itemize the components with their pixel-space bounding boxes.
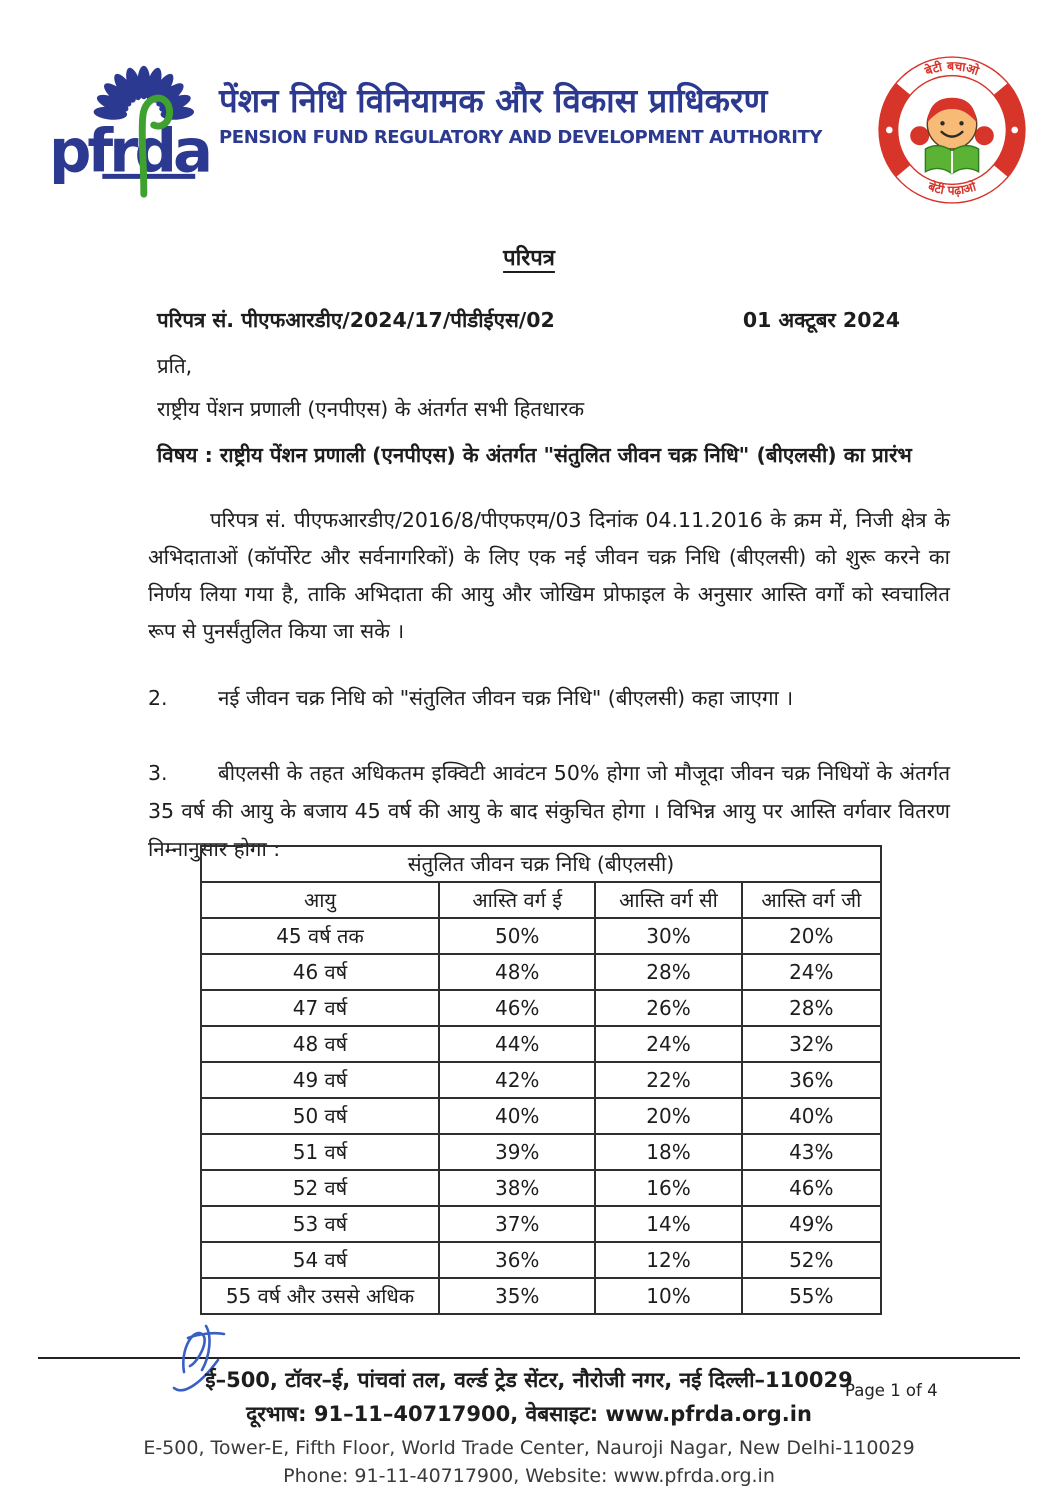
asset-e-cell: 35% [439,1278,595,1314]
asset-c-cell: 14% [595,1206,741,1242]
age-cell: 52 वर्ष [201,1170,439,1206]
footer-phone-hindi: दूरभाष: 91–11–40717900, वेबसाइट: www.pfrda.org.in [246,1402,812,1426]
footer-address-english: E-500, Tower-E, Fifth Floor, World Trade Center, Nauroji Nagar, New Delhi-110029 [143,1437,915,1459]
reference-row [157,306,900,334]
table-row [201,990,881,1026]
asset-c-cell: 28% [595,954,741,990]
column-header-asset-g: आस्ति वर्ग जी [742,882,881,918]
table-row [201,1206,881,1242]
subject-line: विषय : राष्ट्रीय पेंशन प्रणाली (एनपीएस) के अंतर्गत "संतुलित जीवन चक्र निधि" (बीएलसी) का प्रारंभ [157,443,912,467]
asset-e-cell: 40% [439,1098,595,1134]
footer-address-hindi: ई–500, टॉवर–ई, पांचवां तल, वर्ल्ड ट्रेड सेंटर, नौरोजी नगर, नई दिल्ली–110029 [205,1368,853,1392]
table-header-row [201,882,881,918]
asset-c-cell: 10% [595,1278,741,1314]
asset-e-cell: 38% [439,1170,595,1206]
asset-g-cell: 52% [742,1242,881,1278]
allocation-table [200,845,882,1315]
asset-e-cell: 42% [439,1062,595,1098]
asset-c-cell: 22% [595,1062,741,1098]
table-title: संतुलित जीवन चक्र निधि (बीएलसी) [201,846,881,882]
salutation: प्रति, [157,354,193,378]
paragraph-1: परिपत्र सं. पीएफआरडीए/2016/8/पीएफएम/03 दिनांक 04.11.2016 के क्रम में, निजी क्षेत्र के अभिदाताओं (कॉर्पोरेट और सर्वनागरिकों) के लिए एक नई जीवन चक्र निधि (बीएलसी) को शुरू करने का निर्णय लिया गया है, ताकि अभिदाता की आयु और जोखिम प्रोफाइल के अनुसार आस्ति वर्गों को स्वचालित रूप से पुनर्संतुलित किया जा सके । [148,507,950,643]
paragraph-2 [148,680,950,717]
paragraph-3-text: बीएलसी के तहत अधिकतम इक्विटी आवंटन 50% होगा जो मौजूदा जीवन चक्र निधियों के अंतर्गत 35 वर्ष की आयु के बजाय 45 वर्ष की आयु के बाद संकुचित होगा । विभिन्न आयु पर आस्ति वर्गवार वितरण निम्नानुसार होगा : [148,760,950,861]
asset-e-cell: 37% [439,1206,595,1242]
age-cell: 48 वर्ष [201,1026,439,1062]
asset-g-cell: 32% [742,1026,881,1062]
asset-c-cell: 18% [595,1134,741,1170]
asset-g-cell: 20% [742,918,881,954]
asset-c-cell: 16% [595,1170,741,1206]
paragraph-2-text: नई जीवन चक्र निधि को "संतुलित जीवन चक्र निधि" (बीएलसी) कहा जाएगा । [218,685,794,710]
table-row [201,954,881,990]
asset-c-cell: 20% [595,1098,741,1134]
age-cell: 49 वर्ष [201,1062,439,1098]
page-number-label: Page 1 of 4 [845,1381,938,1400]
asset-c-cell: 26% [595,990,741,1026]
age-cell: 45 वर्ष तक [201,918,439,954]
table-row [201,1170,881,1206]
beti-bachao-beti-padhao-logo [876,54,1028,206]
asset-g-cell: 24% [742,954,881,990]
asset-e-cell: 48% [439,954,595,990]
asset-e-cell: 46% [439,990,595,1026]
allocation-table-body [201,918,881,1314]
asset-e-cell: 39% [439,1134,595,1170]
age-cell: 55 वर्ष और उससे अधिक [201,1278,439,1314]
asset-g-cell: 36% [742,1062,881,1098]
table-row [201,1134,881,1170]
column-header-asset-e: आस्ति वर्ग ई [439,882,595,918]
table-row [201,1242,881,1278]
asset-c-cell: 12% [595,1242,741,1278]
age-cell: 53 वर्ष [201,1206,439,1242]
org-names [219,50,822,148]
circular-number: परिपत्र सं. पीएफआरडीए/2024/17/पीडीईएस/02 [157,308,555,332]
table-row [201,1062,881,1098]
age-cell: 47 वर्ष [201,990,439,1026]
table-row [201,918,881,954]
circular-date: 01 अक्टूबर 2024 [742,308,900,332]
asset-g-cell: 43% [742,1134,881,1170]
bbbp-bottom-text: बेटी पढ़ाओ [926,179,978,198]
age-cell: 51 वर्ष [201,1134,439,1170]
column-header-age: आयु [201,882,439,918]
bbbp-top-text: बेटी बचाओ [922,59,981,79]
age-cell: 54 वर्ष [201,1242,439,1278]
bbbp-girl-icon [910,98,994,174]
asset-c-cell: 24% [595,1026,741,1062]
table-row [201,1278,881,1314]
age-cell: 46 वर्ष [201,954,439,990]
asset-e-cell: 50% [439,918,595,954]
table-row [201,1098,881,1134]
asset-g-cell: 49% [742,1206,881,1242]
document-title: परिपत्र [503,246,555,271]
letterhead [45,50,1028,206]
asset-e-cell: 44% [439,1026,595,1062]
paragraph-3-number: 3. [148,760,168,785]
asset-g-cell: 46% [742,1170,881,1206]
asset-c-cell: 30% [595,918,741,954]
pfrda-logo-wordmark: pfrda [48,116,210,186]
column-header-asset-c: आस्ति वर्ग सी [595,882,741,918]
table-row [201,1026,881,1062]
table-title-row [201,846,881,882]
org-name-hindi: पेंशन निधि विनियामक और विकास प्राधिकरण [219,81,768,120]
allocation-table-head [201,846,881,918]
asset-e-cell: 36% [439,1242,595,1278]
asset-g-cell: 40% [742,1098,881,1134]
asset-g-cell: 55% [742,1278,881,1314]
asset-g-cell: 28% [742,990,881,1026]
org-name-english: PENSION FUND REGULATORY AND DEVELOPMENT AUTHORITY [219,127,823,149]
pfrda-logo [45,50,213,198]
footer-phone-english: Phone: 91-11-40717900, Website: www.pfrda.org.in [283,1465,775,1487]
paragraph-2-number: 2. [148,685,168,710]
age-cell: 50 वर्ष [201,1098,439,1134]
addressee-line: राष्ट्रीय पेंशन प्रणाली (एनपीएस) के अंतर्गत सभी हितधारक [157,397,585,421]
